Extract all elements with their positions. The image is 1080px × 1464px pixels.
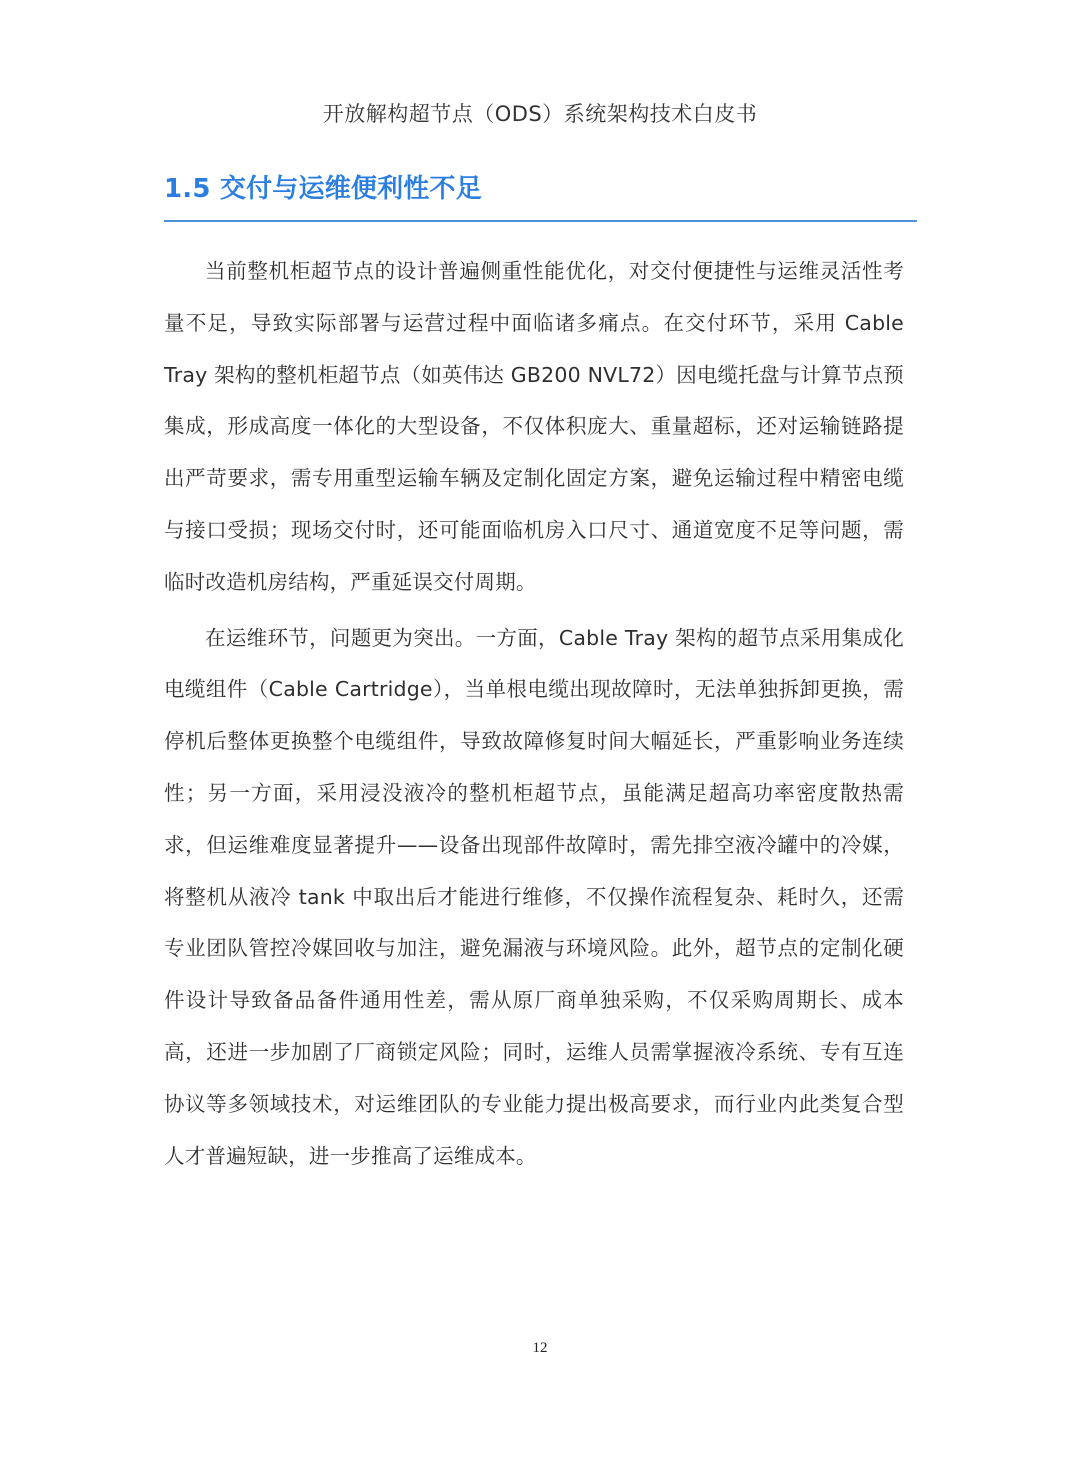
- page-number: 12: [532, 1340, 548, 1356]
- running-header: 开放解构超节点（ODS）系统架构技术白皮书: [322, 102, 758, 126]
- section-heading: 1.5 交付与运维便利性不足: [164, 174, 482, 204]
- paragraph-operations: 在运维环节，问题更为突出。一方面，Cable Tray 架构的超节点采用集成化电缆组件（Cable Cartridge），当单根电缆出现故障时，无法单独拆卸更换，需停机后整体更换整个电缆组件，导致故障修复时间大幅延长，严重影响业务连续性；另一方面，采用浸没液冷的整机柜超节点，虽能满足超高功率密度散热需求，但运维难度显著提升——设备出现部件故障时，需先排空液冷罐中的冷媒，将整机从液冷 tank 中取出后才能进行维修，不仅操作流程复杂、耗时久，还需专业团队管控冷媒回收与加注，避免漏液与环境风险。此外，超节点的定制化硬件设计导致备品备件通用性差，需从原厂商单独采购，不仅采购周期长、成本高，还进一步加剧了厂商锁定风险；同时，运维人员需掌握液冷系统、专有互连协议等多领域技术，对运维团队的专业能力提出极高要求，而行业内此类复合型人才普遍短缺，进一步推高了运维成本。: [164, 625, 904, 1168]
- paragraph-delivery: 当前整机柜超节点的设计普遍侧重性能优化，对交付便捷性与运维灵活性考量不足，导致实际部署与运营过程中面临诸多痛点。在交付环节，采用 Cable Tray 架构的整机柜超节点（如英伟达 GB200 NVL72）因电缆托盘与计算节点预集成，形成高度一体化的大型设备，不仅体积庞大、重量超标，还对运输链路提出严苛要求，需专用重型运输车辆及定制化固定方案，避免运输过程中精密电缆与接口受损；现场交付时，还可能面临机房入口尺寸、通道宽度不足等问题，需临时改造机房结构，严重延误交付周期。: [164, 259, 904, 594]
- body-text: [164, 246, 904, 1182]
- heading-divider: [164, 220, 917, 222]
